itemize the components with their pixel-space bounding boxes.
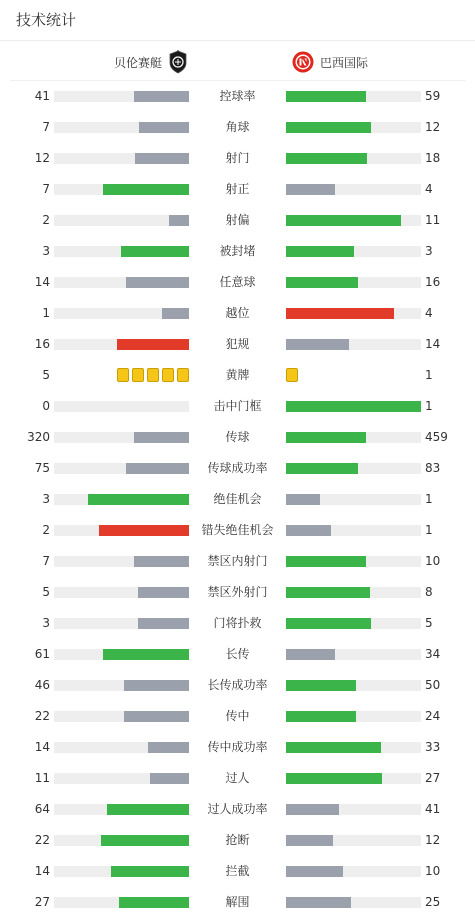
away-stat-bar-track bbox=[286, 711, 421, 722]
home-stat-bar-track bbox=[54, 463, 189, 474]
away-team[interactable] bbox=[292, 50, 368, 74]
stat-row bbox=[0, 143, 475, 174]
stat-row bbox=[0, 453, 475, 484]
away-stat-bar-track bbox=[286, 556, 421, 567]
home-stat-bar-track bbox=[54, 184, 189, 195]
away-stat-bar-fill bbox=[286, 91, 366, 102]
home-stat-bar-fill bbox=[150, 773, 189, 784]
away-stat-bar-fill bbox=[286, 866, 343, 877]
home-team-name: 贝伦赛艇 bbox=[113, 55, 162, 70]
home-stat-value: 2 bbox=[42, 523, 50, 537]
stat-label: 过人 bbox=[225, 771, 250, 785]
away-stat-value: 5 bbox=[425, 616, 433, 630]
away-stat-bar-fill bbox=[286, 246, 354, 257]
home-stat-bar-track bbox=[54, 680, 189, 691]
stat-label: 控球率 bbox=[219, 89, 256, 103]
away-stat-value: 83 bbox=[425, 461, 441, 475]
away-stat-bar-track bbox=[286, 835, 421, 846]
away-stat-value: 1 bbox=[425, 399, 433, 413]
stat-row bbox=[0, 484, 475, 515]
away-stat-bar-track bbox=[286, 649, 421, 660]
header-divider bbox=[0, 40, 475, 41]
away-stat-bar-fill bbox=[286, 494, 320, 505]
away-stat-bar-track bbox=[286, 587, 421, 598]
stat-row bbox=[0, 577, 475, 608]
stat-row bbox=[0, 360, 475, 391]
away-stat-value: 41 bbox=[425, 802, 441, 816]
away-stat-value: 24 bbox=[425, 709, 441, 723]
home-stat-bar-fill bbox=[148, 742, 189, 753]
away-stat-value: 16 bbox=[425, 275, 441, 289]
home-stat-value: 61 bbox=[34, 647, 50, 661]
home-stat-bar-fill bbox=[138, 618, 189, 629]
stat-label: 射偏 bbox=[225, 213, 250, 227]
home-stat-bar-track bbox=[54, 649, 189, 660]
home-stat-value: 1 bbox=[42, 306, 50, 320]
home-stat-bar-track bbox=[54, 153, 189, 164]
home-stat-bar-fill bbox=[135, 153, 189, 164]
stat-label: 长传 bbox=[225, 647, 250, 661]
stat-row bbox=[0, 732, 475, 763]
away-stat-value: 12 bbox=[425, 120, 441, 134]
home-stat-bar-fill bbox=[124, 680, 189, 691]
away-stat-bar-track bbox=[286, 804, 421, 815]
home-stat-value: 5 bbox=[42, 585, 50, 599]
away-stat-bar-fill bbox=[286, 711, 356, 722]
stat-label: 传球 bbox=[225, 430, 250, 444]
stat-label: 传球成功率 bbox=[207, 461, 268, 475]
home-stat-bar-fill bbox=[103, 184, 189, 195]
home-stat-value: 11 bbox=[34, 771, 50, 785]
home-stat-bar-fill bbox=[134, 91, 189, 102]
away-yellow-cards bbox=[286, 368, 298, 382]
stat-row bbox=[0, 887, 475, 918]
stat-row bbox=[0, 298, 475, 329]
home-stat-value: 7 bbox=[42, 554, 50, 568]
home-stat-value: 41 bbox=[34, 89, 50, 103]
away-stat-bar-fill bbox=[286, 525, 331, 536]
away-stat-bar-track bbox=[286, 277, 421, 288]
home-stat-bar-track bbox=[54, 401, 189, 412]
home-stat-bar-track bbox=[54, 897, 189, 908]
stat-row bbox=[0, 515, 475, 546]
away-stat-bar-fill bbox=[286, 184, 335, 195]
yellow-card-icon bbox=[117, 368, 129, 382]
away-team-name: 巴西国际 bbox=[320, 55, 369, 70]
home-stat-value: 14 bbox=[34, 740, 50, 754]
home-stat-bar-fill bbox=[126, 277, 189, 288]
home-stat-value: 7 bbox=[42, 120, 50, 134]
away-stat-bar-track bbox=[286, 215, 421, 226]
stat-label: 传中成功率 bbox=[207, 740, 268, 754]
home-stat-value: 320 bbox=[27, 430, 50, 444]
stat-label: 击中门框 bbox=[213, 399, 262, 413]
home-stat-value: 46 bbox=[34, 678, 50, 692]
home-stat-value: 64 bbox=[34, 802, 50, 816]
away-stat-bar-track bbox=[286, 122, 421, 133]
home-stat-bar-track bbox=[54, 556, 189, 567]
home-stat-bar-fill bbox=[169, 215, 189, 226]
home-stat-bar-fill bbox=[119, 897, 189, 908]
stat-label: 任意球 bbox=[219, 275, 256, 289]
home-stat-value: 2 bbox=[42, 213, 50, 227]
home-stat-bar-track bbox=[54, 246, 189, 257]
stat-label: 犯规 bbox=[225, 337, 250, 351]
away-stat-bar-fill bbox=[286, 153, 367, 164]
home-stat-value: 14 bbox=[34, 864, 50, 878]
stats-header-title: 技术统计 bbox=[16, 11, 77, 29]
home-stat-bar-track bbox=[54, 494, 189, 505]
home-stat-bar-track bbox=[54, 215, 189, 226]
away-stat-bar-fill bbox=[286, 680, 356, 691]
stat-row bbox=[0, 825, 475, 856]
stat-label: 被封堵 bbox=[219, 244, 256, 258]
home-stat-bar-track bbox=[54, 742, 189, 753]
away-stat-value: 18 bbox=[425, 151, 441, 165]
home-stat-value: 3 bbox=[42, 492, 50, 506]
home-stat-value: 5 bbox=[42, 368, 50, 382]
away-stat-bar-fill bbox=[286, 897, 351, 908]
away-stat-bar-fill bbox=[286, 215, 401, 226]
stat-label: 长传成功率 bbox=[207, 678, 268, 692]
home-stat-bar-fill bbox=[101, 835, 189, 846]
away-stat-value: 11 bbox=[425, 213, 441, 227]
home-stat-bar-track bbox=[54, 525, 189, 536]
away-stat-bar-fill bbox=[286, 742, 381, 753]
home-stat-bar-track bbox=[54, 711, 189, 722]
away-stat-value: 8 bbox=[425, 585, 433, 599]
away-stat-bar-fill bbox=[286, 587, 370, 598]
away-stat-value: 25 bbox=[425, 895, 441, 909]
stat-label: 禁区内射门 bbox=[207, 554, 268, 568]
stat-row bbox=[0, 856, 475, 887]
yellow-card-icon bbox=[132, 368, 144, 382]
stat-label: 黄牌 bbox=[225, 368, 250, 382]
away-stat-value: 50 bbox=[425, 678, 441, 692]
home-stat-value: 3 bbox=[42, 616, 50, 630]
yellow-card-icon bbox=[162, 368, 174, 382]
away-stat-bar-fill bbox=[286, 463, 358, 474]
away-stat-bar-fill bbox=[286, 804, 339, 815]
home-stat-bar-fill bbox=[138, 587, 189, 598]
home-stat-bar-fill bbox=[134, 432, 189, 443]
stat-row bbox=[0, 701, 475, 732]
home-stat-bar-track bbox=[54, 866, 189, 877]
away-stat-bar-fill bbox=[286, 401, 421, 412]
stat-row bbox=[0, 112, 475, 143]
away-stat-bar-fill bbox=[286, 277, 358, 288]
stat-row bbox=[0, 267, 475, 298]
home-stat-bar-fill bbox=[117, 339, 189, 350]
home-stat-value: 27 bbox=[34, 895, 50, 909]
away-stat-bar-track bbox=[286, 246, 421, 257]
home-stat-value: 7 bbox=[42, 182, 50, 196]
home-stat-value: 12 bbox=[34, 151, 50, 165]
away-stat-bar-fill bbox=[286, 556, 366, 567]
home-stat-bar-track bbox=[54, 587, 189, 598]
home-stat-bar-track bbox=[54, 91, 189, 102]
away-stat-bar-track bbox=[286, 525, 421, 536]
home-team-logo-icon bbox=[168, 50, 188, 74]
stat-label: 传中 bbox=[225, 709, 250, 723]
away-stat-value: 12 bbox=[425, 833, 441, 847]
home-stat-bar-track bbox=[54, 432, 189, 443]
home-stat-bar-fill bbox=[111, 866, 189, 877]
away-stat-bar-fill bbox=[286, 308, 394, 319]
away-stat-bar-fill bbox=[286, 339, 349, 350]
home-stat-bar-fill bbox=[88, 494, 189, 505]
away-stat-bar-fill bbox=[286, 618, 371, 629]
stat-row bbox=[0, 546, 475, 577]
home-stat-bar-track bbox=[54, 773, 189, 784]
stat-label: 过人成功率 bbox=[207, 802, 268, 816]
stat-row bbox=[0, 391, 475, 422]
away-stat-bar-track bbox=[286, 153, 421, 164]
away-stat-bar-track bbox=[286, 184, 421, 195]
home-stat-value: 22 bbox=[34, 833, 50, 847]
stat-label: 解围 bbox=[225, 895, 250, 909]
home-stat-value: 14 bbox=[34, 275, 50, 289]
stat-row bbox=[0, 205, 475, 236]
away-stat-bar-fill bbox=[286, 432, 366, 443]
home-team[interactable] bbox=[114, 50, 188, 74]
away-stat-value: 1 bbox=[425, 523, 433, 537]
home-stat-bar-track bbox=[54, 339, 189, 350]
home-stat-value: 16 bbox=[34, 337, 50, 351]
stat-row bbox=[0, 763, 475, 794]
stat-label: 错失绝佳机会 bbox=[201, 523, 274, 537]
home-stat-bar-track bbox=[54, 308, 189, 319]
away-stat-value: 4 bbox=[425, 182, 433, 196]
stat-row bbox=[0, 236, 475, 267]
stat-label: 射门 bbox=[225, 151, 250, 165]
stat-label: 绝佳机会 bbox=[213, 492, 262, 506]
away-stat-bar-fill bbox=[286, 773, 382, 784]
yellow-card-icon bbox=[147, 368, 159, 382]
away-stat-bar-track bbox=[286, 91, 421, 102]
home-stat-bar-fill bbox=[99, 525, 189, 536]
away-stat-bar-track bbox=[286, 339, 421, 350]
home-stat-bar-fill bbox=[126, 463, 189, 474]
stat-label: 门将扑救 bbox=[213, 616, 262, 630]
away-stat-bar-track bbox=[286, 401, 421, 412]
home-stat-bar-fill bbox=[134, 556, 189, 567]
yellow-card-icon bbox=[177, 368, 189, 382]
yellow-card-icon bbox=[286, 368, 298, 382]
away-stat-value: 1 bbox=[425, 492, 433, 506]
away-stat-bar-fill bbox=[286, 649, 335, 660]
away-stat-value: 10 bbox=[425, 864, 441, 878]
away-stat-value: 14 bbox=[425, 337, 441, 351]
away-stat-bar-track bbox=[286, 897, 421, 908]
away-stat-bar-track bbox=[286, 773, 421, 784]
stat-label: 射正 bbox=[225, 182, 250, 196]
stat-row bbox=[0, 670, 475, 701]
stat-row bbox=[0, 794, 475, 825]
stat-row bbox=[0, 422, 475, 453]
away-stat-bar-track bbox=[286, 742, 421, 753]
stat-label: 抢断 bbox=[225, 833, 250, 847]
home-stat-value: 22 bbox=[34, 709, 50, 723]
stat-row bbox=[0, 329, 475, 360]
home-stat-bar-fill bbox=[124, 711, 189, 722]
away-stat-value: 4 bbox=[425, 306, 433, 320]
home-stat-value: 3 bbox=[42, 244, 50, 258]
stats-list bbox=[0, 81, 475, 918]
home-stat-value: 75 bbox=[34, 461, 50, 475]
stat-label: 越位 bbox=[225, 306, 250, 320]
away-stat-value: 3 bbox=[425, 244, 433, 258]
away-stat-value: 33 bbox=[425, 740, 441, 754]
home-stat-bar-fill bbox=[103, 649, 189, 660]
away-stat-value: 59 bbox=[425, 89, 441, 103]
home-stat-bar-track bbox=[54, 277, 189, 288]
stat-label: 禁区外射门 bbox=[207, 585, 268, 599]
away-stat-bar-track bbox=[286, 432, 421, 443]
away-stat-value: 27 bbox=[425, 771, 441, 785]
stat-label: 角球 bbox=[225, 120, 250, 134]
away-stat-value: 1 bbox=[425, 368, 433, 382]
stat-row bbox=[0, 608, 475, 639]
stat-label: 拦截 bbox=[225, 864, 250, 878]
away-team-logo-icon bbox=[292, 51, 314, 73]
home-stat-bar-track bbox=[54, 835, 189, 846]
away-stat-value: 34 bbox=[425, 647, 441, 661]
home-stat-value: 0 bbox=[42, 399, 50, 413]
stat-row bbox=[0, 81, 475, 112]
away-stat-bar-track bbox=[286, 463, 421, 474]
home-stat-bar-track bbox=[54, 122, 189, 133]
stat-row bbox=[0, 639, 475, 670]
away-stat-bar-track bbox=[286, 618, 421, 629]
away-stat-bar-track bbox=[286, 680, 421, 691]
stat-row bbox=[0, 174, 475, 205]
home-stat-bar-track bbox=[54, 804, 189, 815]
away-stat-bar-track bbox=[286, 308, 421, 319]
home-yellow-cards bbox=[117, 368, 189, 382]
away-stat-bar-track bbox=[286, 866, 421, 877]
away-stat-bar-fill bbox=[286, 835, 333, 846]
away-stat-value: 459 bbox=[425, 430, 448, 444]
home-stat-bar-track bbox=[54, 618, 189, 629]
away-stat-bar-fill bbox=[286, 122, 371, 133]
home-stat-bar-fill bbox=[139, 122, 189, 133]
away-stat-value: 10 bbox=[425, 554, 441, 568]
home-stat-bar-fill bbox=[107, 804, 189, 815]
away-stat-bar-track bbox=[286, 494, 421, 505]
home-stat-bar-fill bbox=[121, 246, 189, 257]
home-stat-bar-fill bbox=[162, 308, 189, 319]
